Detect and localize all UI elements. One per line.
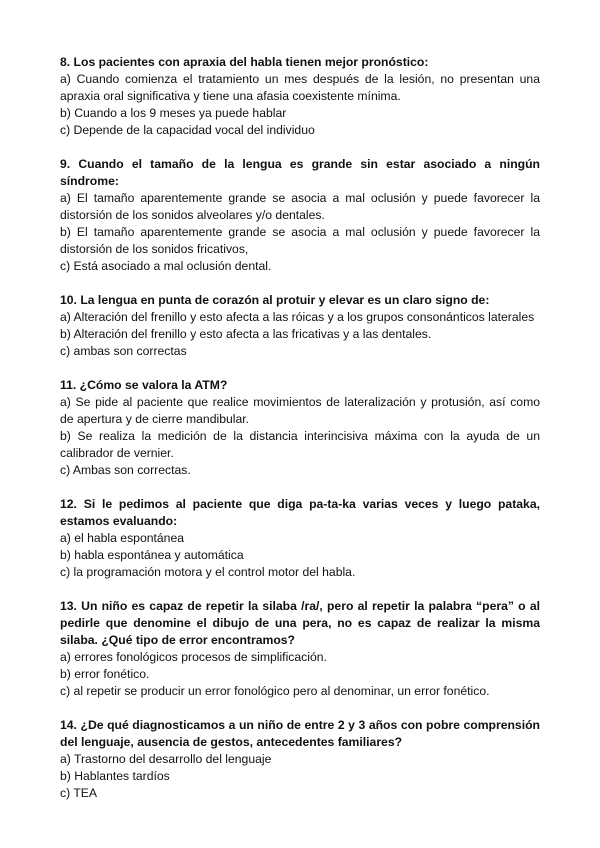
answer-option-a: a) el habla espontánea <box>60 531 185 545</box>
answer-option-a: a) Cuando comienza el tratamiento un mes después de la lesión, no presentan una apraxia oral significativa y tiene una afasia coexistente mínima. <box>60 72 540 103</box>
answer-option-b: b) Alteración del frenillo y esto afecta a las fricativas y a las dentales. <box>60 327 432 341</box>
answer-option-b: b) Hablantes tardíos <box>60 769 170 783</box>
answer-option-a: a) El tamaño aparentemente grande se asocia a mal oclusión y puede favorecer la distorsión de los sonidos alveolares y/o dentales. <box>60 191 540 222</box>
answer-option-b: b) Cuando a los 9 meses ya puede hablar <box>60 106 287 120</box>
question-10 <box>60 292 540 360</box>
answer-option-c: c) Depende de la capacidad vocal del individuo <box>60 123 315 137</box>
question-title: 13. Un niño es capaz de repetir la silaba /ra/, pero al repetir la palabra “pera” o al pedirle que denomine el dibujo de una pera, no es capaz de realizar la misma silaba. ¿Qué tipo de error encontramos? <box>60 599 540 647</box>
answer-option-b: b) Se realiza la medición de la distancia interincisiva máxima con la ayuda de un calibrador de vernier. <box>60 429 540 460</box>
question-9 <box>60 156 540 275</box>
answer-option-b: b) error fonético. <box>60 667 150 681</box>
question-title: 14. ¿De qué diagnosticamos a un niño de entre 2 y 3 años con pobre comprensión del lenguaje, ausencia de gestos, antecedentes familiares? <box>60 718 540 749</box>
question-8 <box>60 54 540 139</box>
question-11 <box>60 377 540 479</box>
question-13 <box>60 598 540 700</box>
answer-option-c: c) TEA <box>60 786 98 800</box>
answer-option-a: a) Trastorno del desarrollo del lenguaje <box>60 752 272 766</box>
answer-option-a: a) errores fonológicos procesos de simplificación. <box>60 650 327 664</box>
question-12 <box>60 496 540 581</box>
answer-option-c: c) ambas son correctas <box>60 344 187 358</box>
answer-option-c: c) Está asociado a mal oclusión dental. <box>60 259 272 273</box>
answer-option-a: a) Se pide al paciente que realice movimientos de lateralización y protusión, así como de apertura y de cierre mandibular. <box>60 395 540 426</box>
answer-option-c: c) Ambas son correctas. <box>60 463 191 477</box>
question-14 <box>60 717 540 802</box>
question-title: 11. ¿Cómo se valora la ATM? <box>60 378 228 392</box>
answer-option-b: b) habla espontánea y automática <box>60 548 244 562</box>
question-title: 9. Cuando el tamaño de la lengua es grande sin estar asociado a ningún síndrome: <box>60 157 540 188</box>
answer-option-b: b) El tamaño aparentemente grande se asocia a mal oclusión y puede favorecer la distorsión de los sonidos fricativos, <box>60 225 540 256</box>
question-title: 8. Los pacientes con apraxia del habla tienen mejor pronóstico: <box>60 55 429 69</box>
answer-option-c: c) la programación motora y el control motor del habla. <box>60 565 356 579</box>
answer-option-c: c) al repetir se producir un error fonológico pero al denominar, un error fonético. <box>60 684 490 698</box>
question-title: 12. Si le pedimos al paciente que diga pa-ta-ka varias veces y luego pataka, estamos evaluando: <box>60 497 540 528</box>
answer-option-a: a) Alteración del frenillo y esto afecta a las róicas y a los grupos consonánticos laterales <box>60 310 535 324</box>
question-title: 10. La lengua en punta de corazón al protuir y elevar es un claro signo de: <box>60 293 490 307</box>
document-page <box>60 54 540 819</box>
